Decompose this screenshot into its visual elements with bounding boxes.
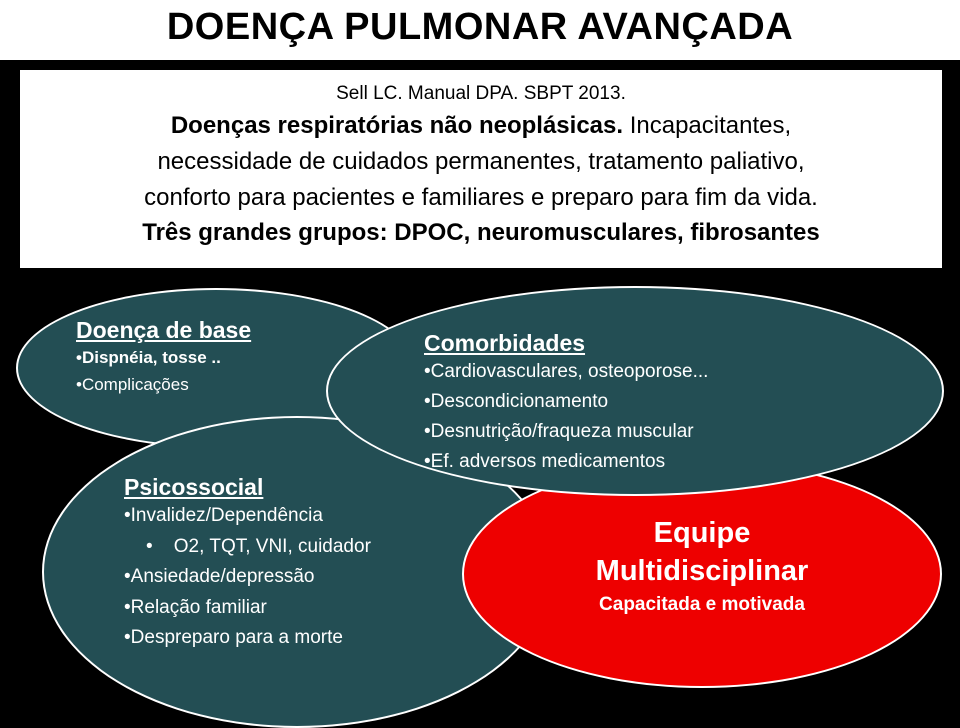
base-disease-item: • Dispnéia, tosse .. (76, 344, 251, 371)
team-text (462, 514, 942, 620)
base-disease-text (76, 317, 251, 398)
reference-lead-rest: Incapacitantes, (623, 112, 792, 139)
psychosocial-item: • Relação familiar (124, 593, 371, 624)
reference-line-1 (20, 108, 942, 144)
base-disease-item: • Complicações (76, 371, 251, 398)
reference-citation: Sell LC. Manual DPA. SBPT 2013. (336, 83, 626, 104)
team-title-line-2: Multidisciplinar (595, 555, 809, 587)
psychosocial-item: • Ansiedade/depressão (124, 562, 371, 593)
team-subtitle: Capacitada e motivada (599, 594, 805, 615)
reference-lead-bold: Doenças respiratórias não neoplásicas. (170, 112, 624, 139)
comorbidities-item: • Ef. adversos medicamentos (424, 447, 708, 477)
psychosocial-heading: Psicossocial (124, 474, 264, 500)
psychosocial-subitem: • O2, TQT, VNI, cuidador (124, 532, 371, 563)
reference-groups: Três grandes grupos: DPOC, neuromusculares, fibrosantes (142, 219, 820, 246)
reference-box (20, 70, 942, 268)
base-disease-heading: Doença de base (76, 317, 252, 343)
comorbidities-text (424, 330, 708, 477)
reference-line-3: conforto para pacientes e familiares e preparo para fim da vida. (144, 184, 818, 211)
team-title-line-1: Equipe (653, 517, 751, 549)
comorbidities-item: • Desnutrição/fraqueza muscular (424, 417, 708, 447)
psychosocial-item: • Despreparo para a morte (124, 623, 371, 654)
comorbidities-item: • Cardiovasculares, osteoporose... (424, 357, 708, 387)
page-title: DOENÇA PULMONAR AVANÇADA (166, 6, 794, 48)
psychosocial-text (124, 474, 371, 654)
comorbidities-heading: Comorbidades (424, 330, 586, 356)
reference-line-2: necessidade de cuidados permanentes, tratamento paliativo, (157, 148, 805, 175)
comorbidities-item: • Descondicionamento (424, 387, 708, 417)
psychosocial-item: • Invalidez/Dependência (124, 501, 371, 532)
reference-description (20, 108, 942, 216)
